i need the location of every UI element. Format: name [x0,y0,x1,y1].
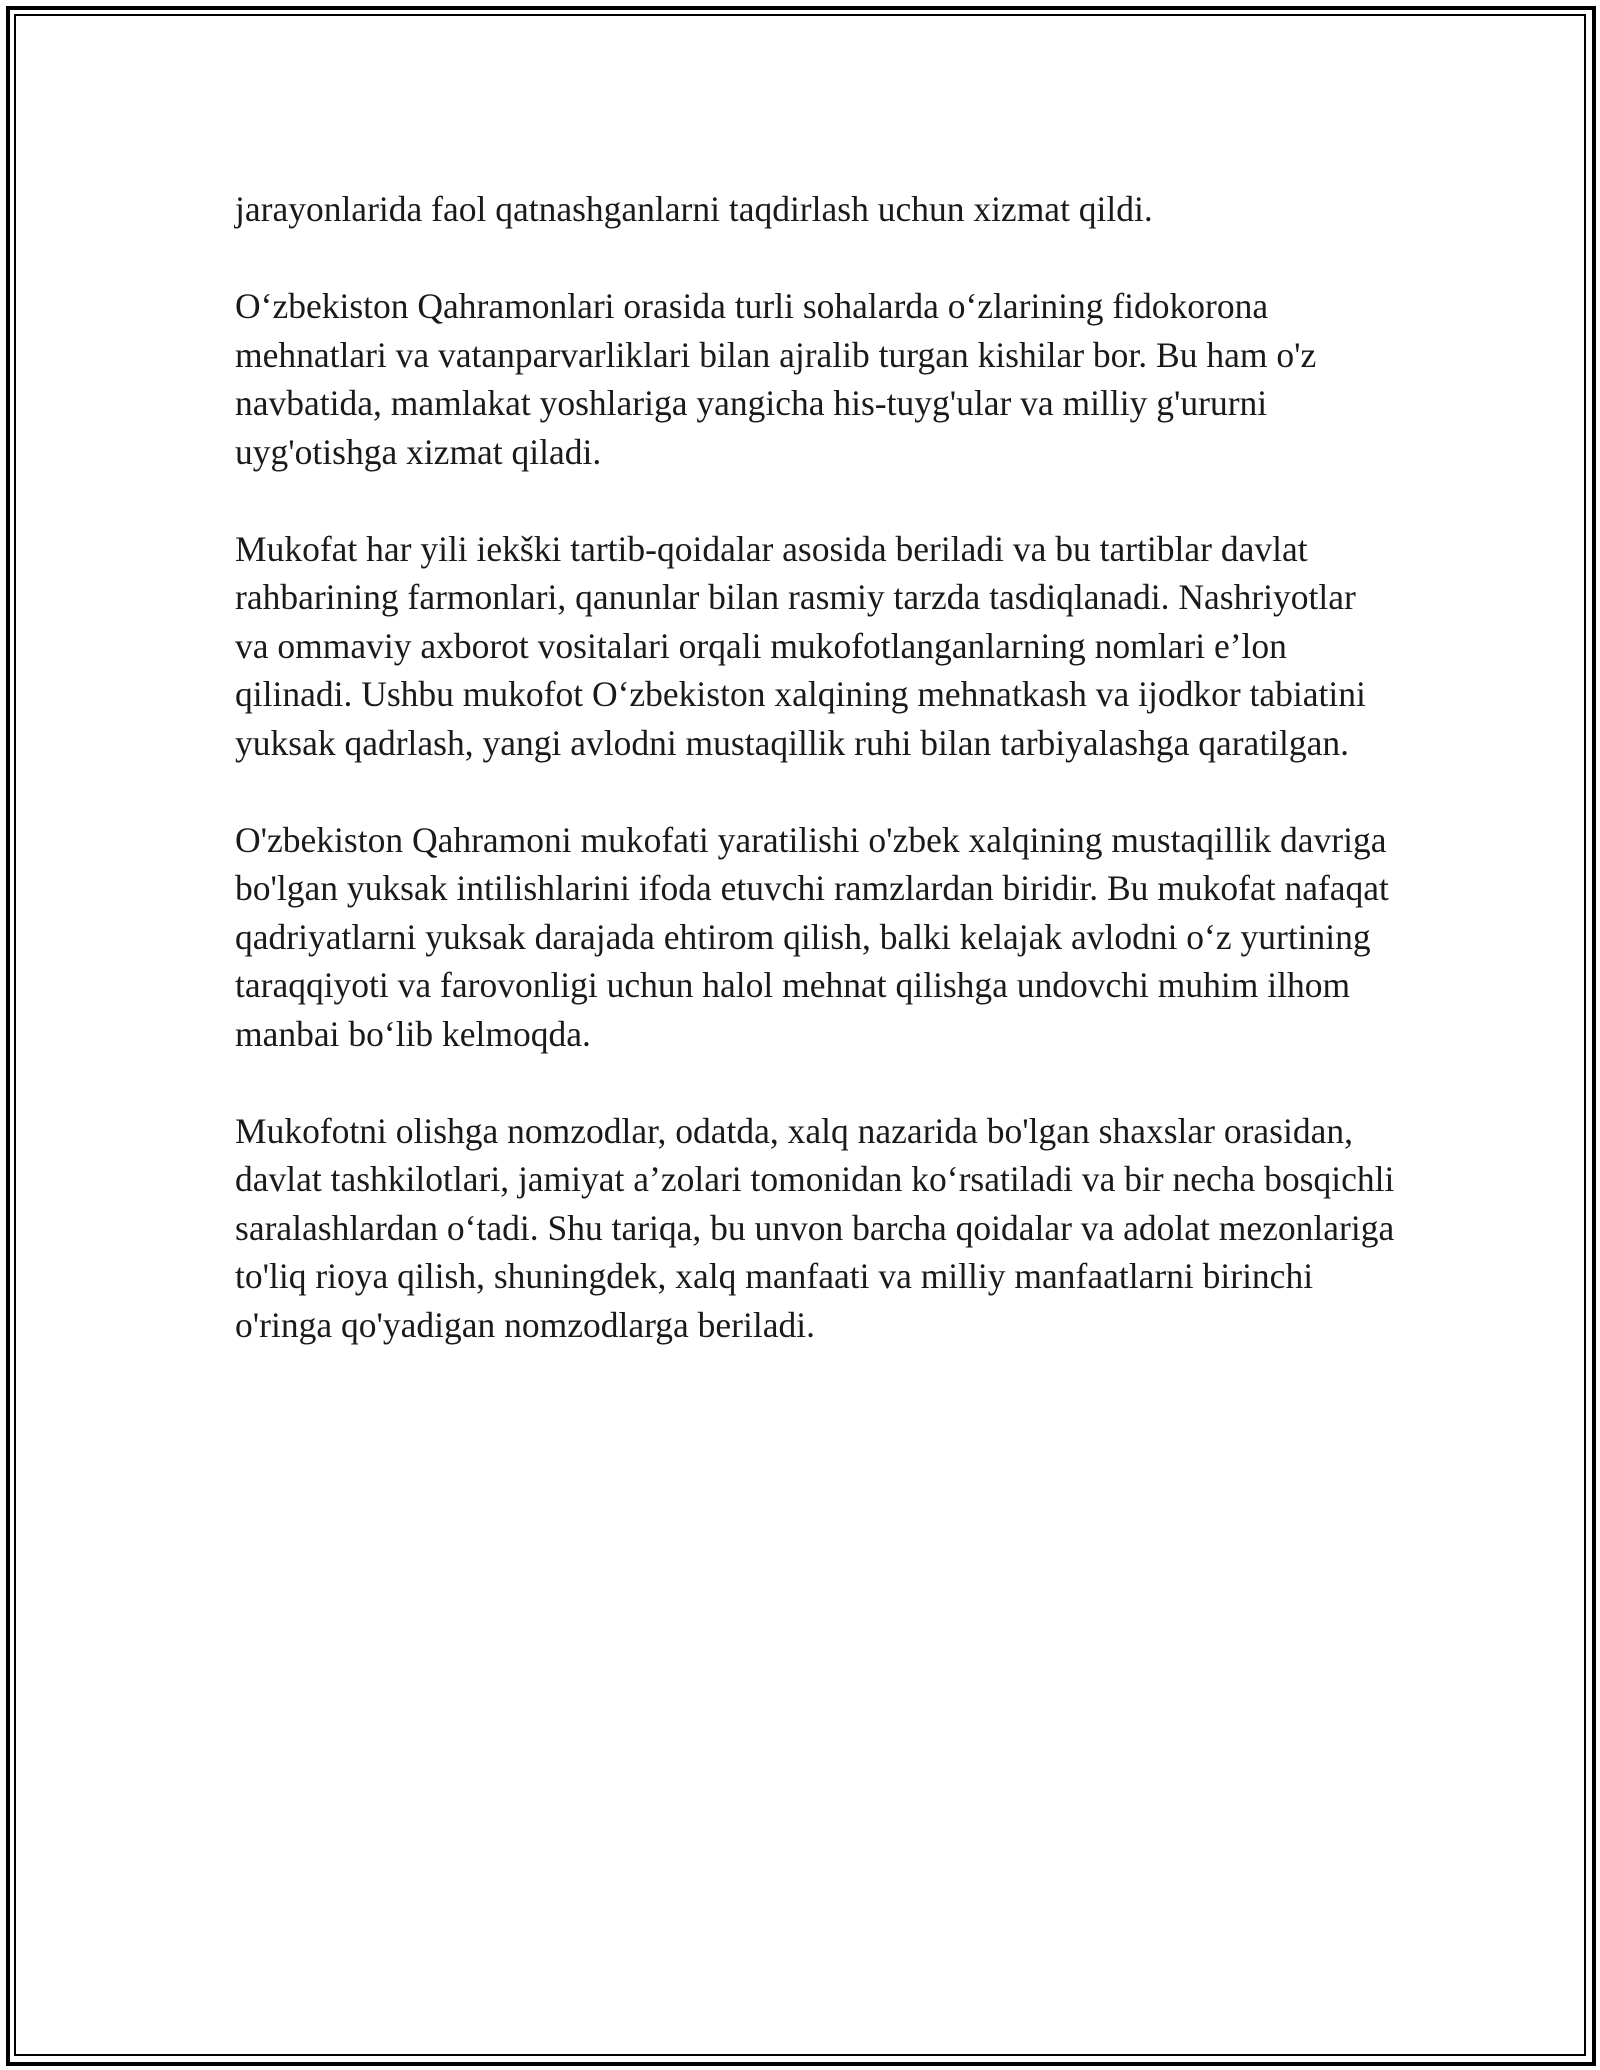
paragraph-1: jarayonlarida faol qatnashganlarni taqdirlash uchun xizmat qildi. [235,189,1153,229]
paragraph-4: O'zbekiston Qahramoni mukofati yaratilishi o'zbek xalqining mustaqillik davriga bo'lgan yuksak intilishlarini ifoda etuvchi ramzlardan biridir. Bu mukofat nafaqat qadriyatlarni yuksak darajada ehtirom qilish, balki kelajak avlodni o‘z yurtining taraqqiyoti va farovonligi uchun halol mehnat qilishga undovchi muhim ilhom manbai bo‘lib kelmoqda. [235,819,1389,1054]
document-body [235,185,1395,1398]
paragraph-2: O‘zbekiston Qahramonlari orasida turli sohalarda o‘zlarining fidokorona mehnatlari va vatanparvarliklari bilan ajralib turgan kishilar bor. Bu ham o'z navbatida, mamlakat yoshlariga yangicha his-tuyg'ular va milliy g'ururni uyg'otishga xizmat qiladi. [235,286,1317,472]
paragraph-5: Mukofotni olishga nomzodlar, odatda, xalq nazarida bo'lgan shaxslar orasidan, davlat tashkilotlari, jamiyat a’zolari tomonidan ko‘rsatiladi va bir necha bosqichli saralashlardan o‘tadi. Shu tariqa, bu unvon barcha qoidalar va adolat mezonlariga to'liq rioya qilish, shuningdek, xalq manfaati va milliy manfaatlarni birinchi o'ringa qo'yadigan nomzodlarga beriladi. [235,1110,1395,1345]
paragraph-3: Mukofat har yili iekški tartib-qoidalar asosida beriladi va bu tartiblar davlat rahbarining farmonlari, qanunlar bilan rasmiy tarzda tasdiqlanadi. Nashriyotlar va ommaviy axborot vositalari orqali mukofotlanganlarning nomlari e’lon qilinadi. Ushbu mukofot O‘zbekiston xalqining mehnatkash va ijodkor tabiatini yuksak qadrlash, yangi avlodni mustaqillik ruhi bilan tarbiyalashga qaratilgan. [235,528,1366,763]
